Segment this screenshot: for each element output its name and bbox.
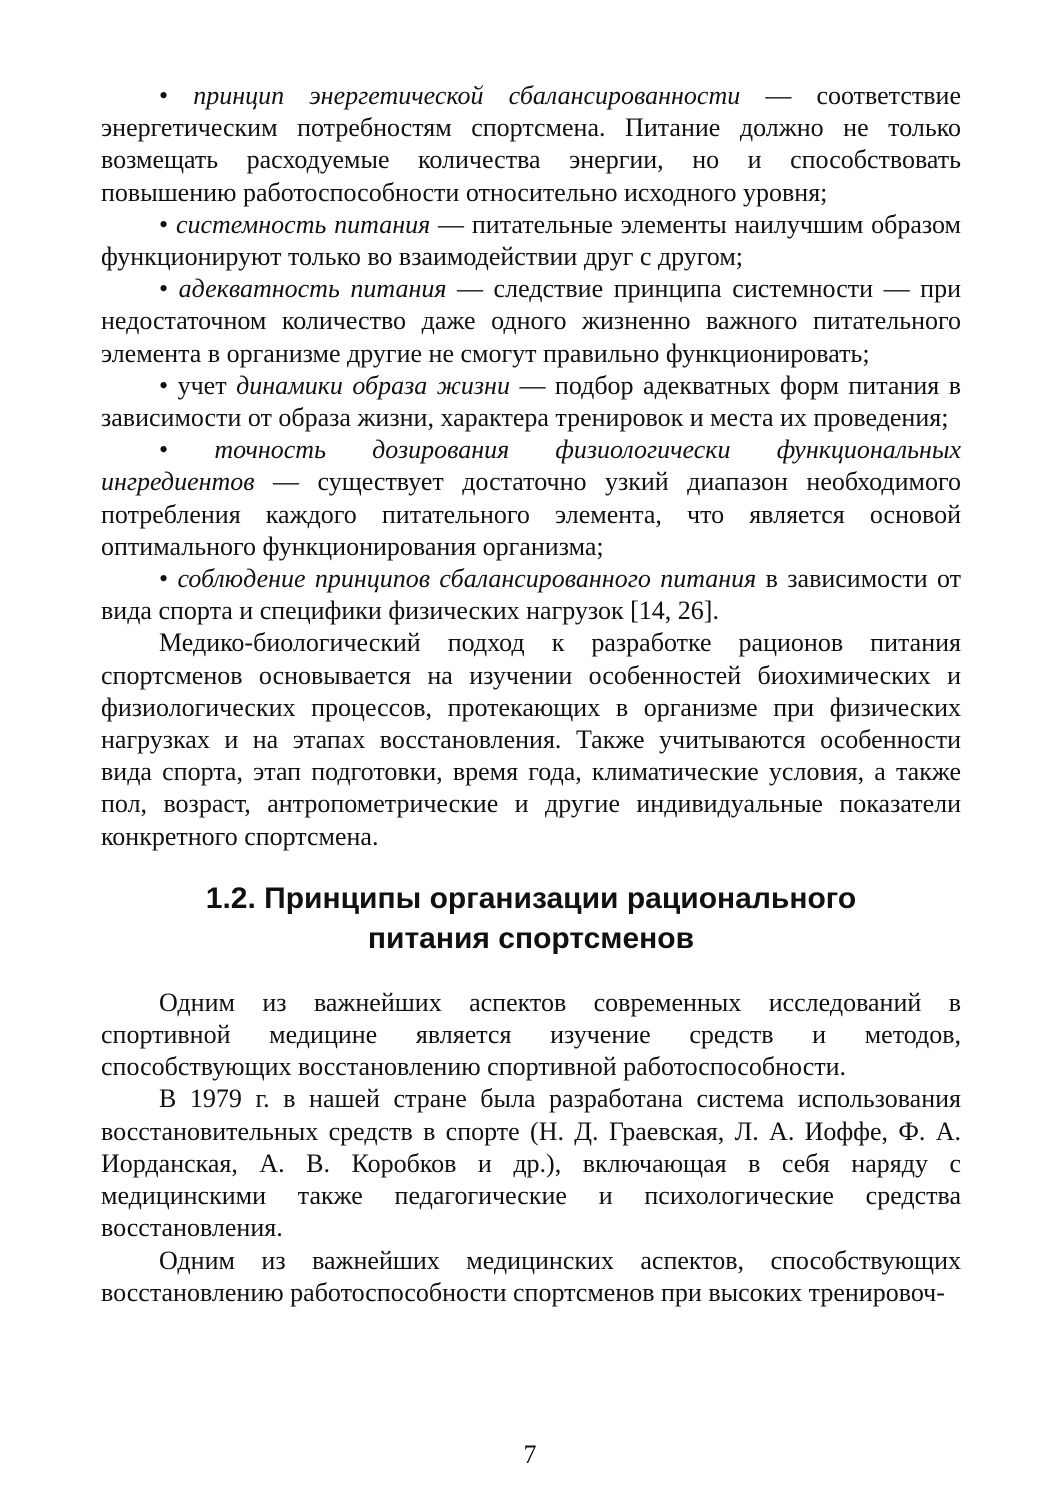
section-heading-line: питания спортсменов (367, 921, 695, 955)
bullet-term: принцип энергетической сбалансированности (193, 81, 741, 110)
bullet-text: в зависимости от вида спорта и специфики физических нагрузок [14, 26]. (101, 564, 961, 626)
bullet-text: — следствие принципа системности — при недостаточном количество даже одного жизненно важного питательного элемента в организме другие не смогут правильно функционировать; (101, 274, 961, 368)
bullet-item (101, 434, 961, 563)
bullet-item (101, 273, 961, 370)
section-heading-line: 1.2. Принципы организации рационального (205, 881, 857, 915)
bullet-text: — соответствие энергетическим потребностям спортсмена. Питание должно не только возмещать расходуемые количества энергии, но и способствовать повышению работоспособности относительно исходного уровня; (101, 81, 961, 207)
bullet-term: адекватность питания (178, 274, 447, 304)
body-paragraph: Одним из важнейших аспектов современных исследований в спортивной медицине является изучение средств и методов, способствующих восстановлению спортивной работоспособности. (101, 987, 961, 1082)
bullet-text: — существует достаточно узкий диапазон необходимого потребления каждого питательного элемента, что является основой оптимального функционирования организма; (101, 467, 961, 561)
bullet-item (101, 563, 961, 627)
bullet-text: — питательные элементы наилучшим образом функционируют только во взаимодействии друг с другом; (101, 209, 961, 272)
bullet-text: — подбор адекватных форм питания в зависимости от образа жизни, характера тренировок и места их проведения; (101, 370, 961, 433)
body-paragraph: Медико-биологический подход к разработке рационов питания спортсменов основывается на изучении особенностей биохимических и физиологических процессов, протекающих в организме при физических нагрузках и на этапах восстановления. Также учитываются особенности вида спорта, этап подготовки, время года, климатические условия, а также пол, возраст, антропометрические и другие индивидуальные показатели конкретного спортсмена. (101, 628, 961, 851)
bullet-text: учет (177, 370, 237, 400)
bullet-term: системность питания (175, 209, 431, 239)
page-number: 7 (523, 1440, 537, 1469)
bullet-term: точность дозирования физиологически функциональных ингредиентов (101, 435, 962, 497)
page-content (101, 80, 961, 1309)
bullet-term: соблюдение принципов сбалансированного питания (177, 564, 757, 594)
bullet-item (101, 370, 961, 434)
bullet-term: динамики образа жизни (236, 370, 510, 400)
body-paragraph: Одним из важнейших медицинских аспектов, способствующих восстановлению работоспособности спортсменов при высоких тренировоч- (101, 1245, 961, 1307)
bullet-item (101, 80, 961, 209)
body-paragraph: В 1979 г. в нашей стране была разработана система использования восстановительных средств в спорте (Н. Д. Граевская, Л. А. Иоффе, Ф. А. Иорданская, А. В. Коробков и др.), включающая в себя наряду с медицинскими также педагогические и психологические средства восстановления. (101, 1084, 961, 1243)
bullet-item (101, 209, 961, 273)
section-heading (101, 879, 961, 959)
